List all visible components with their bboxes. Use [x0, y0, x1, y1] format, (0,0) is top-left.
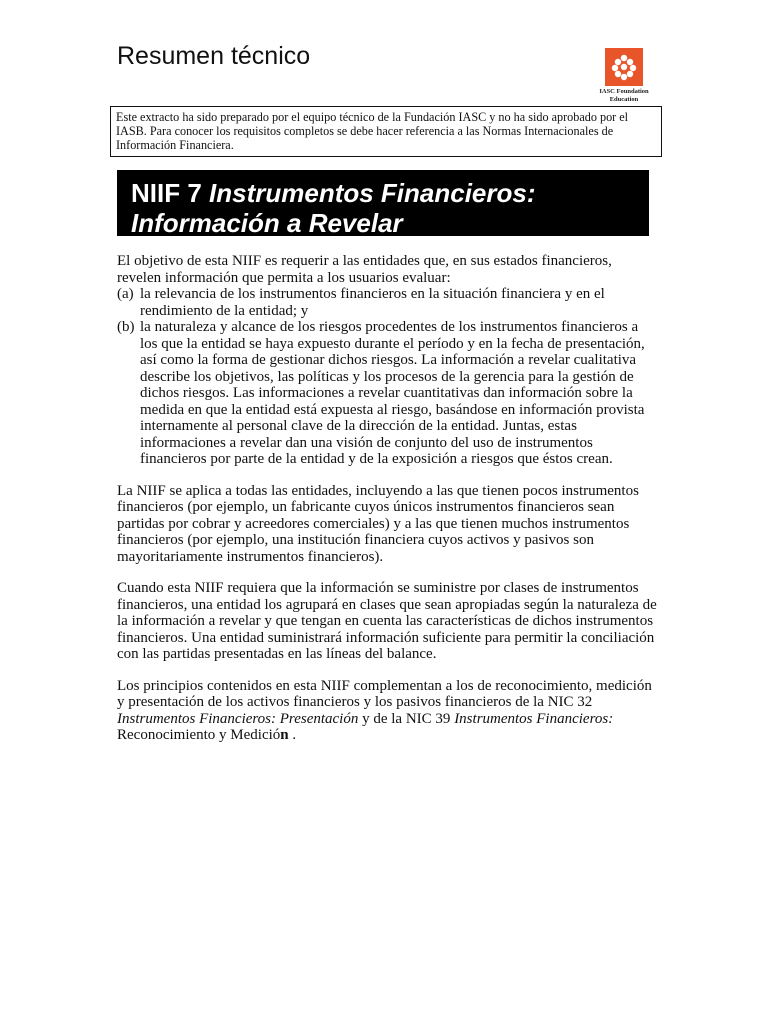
- principles-text-2: y de la NIC 39: [358, 710, 455, 727]
- objective-list: [117, 286, 657, 468]
- list-marker: (a): [117, 286, 134, 302]
- principles-paragraph: [117, 678, 657, 744]
- logo-text: [596, 88, 652, 103]
- list-item-text: la naturaleza y alcance de los riesgos procedentes de los instrumentos financieros a los que la entidad se haya expuesto durante el período y en la fecha de presentación, así como la forma de gestionar dichos riesgos. La información a revelar cualitativa describe los objetivos, las políticas y los procesos de la gerencia para la gestión de dichos riesgos. Las informaciones a revelar cuantitativas dan información sobre la medida en que la entidad está expuesta al riesgo, basándose en información provista internamente al personal clave de la dirección de la entidad. Juntas, estas informaciones a revelar dan una visión de conjunto del uso de instrumentos financieros por parte de la entidad y de la exposición a riesgos que éstos crean.: [140, 319, 645, 467]
- list-item-a: [117, 286, 657, 319]
- principles-bold-n: n: [280, 727, 289, 743]
- list-item-b: [117, 319, 657, 468]
- principles-text-3: Reconocimiento y Medició: [117, 727, 281, 743]
- list-item-text: la relevancia de los instrumentos financieros en la situación financiera y en el rendimiento de la entidad; y: [140, 286, 605, 319]
- body-content: [117, 253, 657, 759]
- title-banner: [117, 170, 649, 236]
- classes-paragraph: Cuando esta NIIF requiera que la información se suministre por clases de instrumentos financieros, una entidad los agrupará en clases que sean apropiadas según la naturaleza de la información a revelar y que tengan en cuenta las características de dichos instrumentos financieros. Una entidad suministrará información suficiente para permitir la conciliación con las partidas presentadas en las líneas del balance.: [117, 580, 657, 662]
- principles-text-1: Los principios contenidos en esta NIIF complementan a los de reconocimiento, medición y presentación de los activos financieros y los pasivos financieros de la NIC 32: [117, 677, 652, 710]
- list-marker: (b): [117, 319, 135, 335]
- intro-paragraph: El objetivo de esta NIIF es requerir a las entidades que, en sus estados financieros, revelen información que permita a los usuarios evaluar:: [117, 253, 612, 286]
- scope-paragraph: La NIIF se aplica a todas las entidades, incluyendo a las que tienen pocos instrumentos financieros (por ejemplo, un fabricante cuyos únicos instrumentos financieros sean partidas por cobrar y acreedores comerciales) y a las que tienen muchos instrumentos financieros (por ejemplo, una institución financiera cuyos activos y pasivos son mayoritariamente instrumentos financieros).: [117, 482, 639, 565]
- iasc-logo-icon: [605, 48, 643, 86]
- page-title: Resumen técnico: [117, 42, 311, 70]
- banner-title-line1: Instrumentos Financieros:: [209, 178, 536, 208]
- logo-line2: Education: [609, 95, 639, 103]
- banner-title-line2: Información a Revelar: [131, 208, 403, 238]
- banner-prefix: NIIF 7: [131, 178, 210, 208]
- disclaimer-box: Este extracto ha sido preparado por el equipo técnico de la Fundación IASC y no ha sido aprobado por el IASB. Para conocer los requisitos completos se debe hacer referencia a las Normas Internacionales de Información Financiera.: [110, 106, 662, 157]
- principles-italic-2: Instrumentos Financieros:: [454, 710, 614, 727]
- principles-italic-1: Instrumentos Financieros: Presentación: [117, 710, 359, 727]
- principles-text-4: .: [288, 727, 297, 743]
- logo-line1: IASC Foundation: [599, 88, 649, 95]
- iasc-foundation-logo: [596, 48, 652, 103]
